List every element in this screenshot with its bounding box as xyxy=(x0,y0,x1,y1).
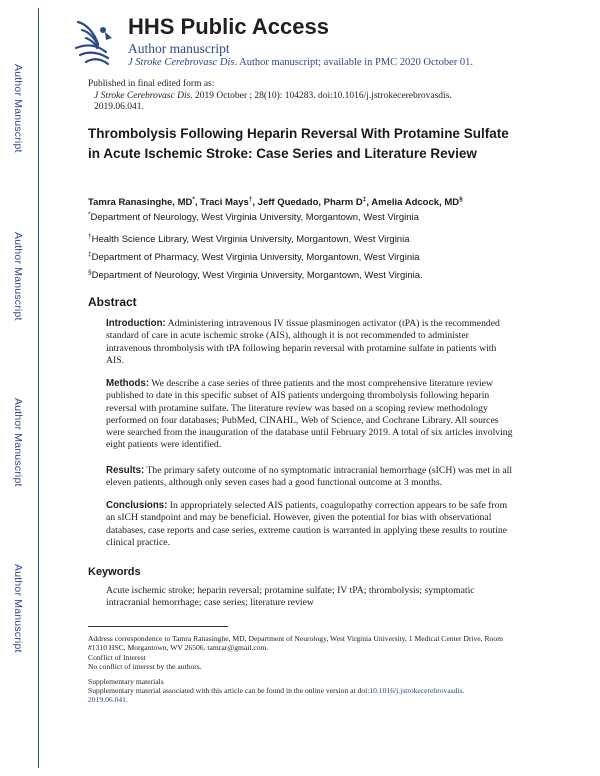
affiliation-text: Department of Neurology, West Virginia University, Morgantown, West Virginia. xyxy=(91,270,423,282)
author-name: Jeff Quedado, Pharm D xyxy=(257,197,363,209)
hhs-public-access-title: HHS Public Access xyxy=(128,14,329,39)
abstract-results xyxy=(106,465,516,490)
abstract-conclusions xyxy=(106,500,516,549)
results-text: The primary safety outcome of no symptomatic intracranial hemorrhage (sICH) was met in all eleven patients, although only seven cases had a good functional outcome at 3 months. xyxy=(106,465,513,489)
author-manuscript-subtitle: Author manuscript xyxy=(128,41,230,56)
affiliation-mark: § xyxy=(88,269,92,276)
conflict-heading: Conflict of Interest xyxy=(88,652,146,662)
introduction-label: Introduction: xyxy=(106,318,166,329)
side-label-author-manuscript: Author Manuscript xyxy=(12,398,24,487)
affiliation xyxy=(88,269,423,281)
affiliation-mark: † xyxy=(88,233,92,240)
abstract-heading: Abstract xyxy=(88,295,137,309)
supplementary-doi-link-end[interactable]: 2019.06.041 xyxy=(88,695,126,705)
author-name: Tamra Ranasinghe, MD xyxy=(88,197,193,209)
hhs-eagle-logo-icon xyxy=(72,10,122,70)
keywords-text: Acute ischemic stroke; heparin reversal; protamine sulfate; IV tPA; thrombolysis; symptomatic intracranial hemorrhage; case series; literature review xyxy=(106,585,475,609)
author-mark: † xyxy=(248,196,253,203)
side-rule xyxy=(38,8,39,768)
author-name: Traci Mays xyxy=(200,197,249,209)
side-label-author-manuscript: Author Manuscript xyxy=(12,64,24,153)
conflict-text: No conflict of interest by the authors. xyxy=(88,662,202,672)
supplementary-text: Supplementary material associated with this article can be found in the online version at doi: xyxy=(88,686,370,696)
journal-availability-line xyxy=(128,57,473,68)
footnote-divider xyxy=(88,626,228,627)
methods-text: We describe a case series of three patients and the most comprehensive literature review published to date in this specific subset of AIS patients undergoing thrombolysis following heparin reversal with protamine sulfate. The literature review was based on a scoping review methodology performed on four databases; PubMed, CINAHL, Web of Science, and Cochrane Library. All sources were searched from the inauguration of the database until February 2019. A total of six articles involving eight patients were identified. xyxy=(106,378,513,451)
abstract-methods xyxy=(106,378,516,452)
supplementary-end: . xyxy=(125,695,128,705)
supplementary-note xyxy=(88,686,508,705)
affiliation-text: Department of Neurology, West Virginia University, Morgantown, West Virginia xyxy=(90,212,419,224)
affiliation xyxy=(88,211,419,223)
affiliation-text: Health Science Library, West Virginia University, Morgantown, West Virginia xyxy=(91,234,410,246)
published-label: Published in final edited form as: xyxy=(88,79,215,89)
author-mark: § xyxy=(459,196,463,203)
keywords-heading: Keywords xyxy=(88,566,141,578)
affiliation xyxy=(88,251,420,263)
supplementary-doi-link[interactable]: 10.1016/j.jstrokecerebrovasdis. xyxy=(369,686,465,696)
author-mark: ‡ xyxy=(362,196,367,203)
side-label-author-manuscript: Author Manuscript xyxy=(12,232,24,321)
affiliation xyxy=(88,233,409,245)
author-name: Amelia Adcock, MD xyxy=(371,197,460,209)
footnotes xyxy=(88,634,508,705)
introduction-text: Administering intravenous IV tissue plasminogen activator (tPA) is the recommended standard of care in acute ischemic stroke (AIS), although it is not recommended to administer intravenous thrombolysis with tPA following heparin reversal with protamine sulfate in patients with AIS. xyxy=(106,318,500,366)
availability-text: . Author manuscript; available in PMC 2020 October 01. xyxy=(234,57,473,68)
publication-info xyxy=(88,79,452,114)
methods-label: Methods: xyxy=(106,378,150,389)
affiliation-text: Department of Pharmacy, West Virginia University, Morgantown, West Virginia xyxy=(91,252,420,264)
conclusions-text: In appropriately selected AIS patients, coagulopathy correction appears to be safe from an sICH standpoint and may be beneficial. However, given the potential for bias with observational databases, case reports and case series, extreme caution is warranted in applying these results to routine clinical practice. xyxy=(106,500,508,548)
affiliation-mark: ‡ xyxy=(88,251,92,258)
journal-name: J Stroke Cerebrovasc Dis xyxy=(128,57,235,68)
side-label-author-manuscript: Author Manuscript xyxy=(12,564,24,653)
author-list: Tamra Ranasinghe, MD*, Traci Mays†, Jeff Quedado, Pharm D‡, Amelia Adcock, MD§ xyxy=(88,196,463,209)
citation-journal: J Stroke Cerebrovasc Dis xyxy=(94,90,191,101)
citation-doi-end: 2019.06.041. xyxy=(94,102,144,112)
affiliation-mark: * xyxy=(88,211,91,218)
conclusions-label: Conclusions: xyxy=(106,500,168,511)
article-title: Thrombolysis Following Heparin Reversal With Protamine Sulfate in Acute Ischemic Stroke: Case Series and Literature Review xyxy=(88,126,509,161)
citation-details: . 2019 October ; 28(10): 104283. doi:10.1016/j.jstrokecerebrovasdis. xyxy=(190,90,452,101)
author-mark: * xyxy=(192,196,195,203)
abstract-introduction xyxy=(106,318,516,367)
citation-line xyxy=(88,91,452,103)
results-label: Results: xyxy=(106,465,145,476)
correspondence-note: Address correspondence to Tamra Ranasinghe, MD, Department of Neurology, West Virginia University, 1 Medical Center Drive, Room #1310 HSC, Morgantown, WV 26506. tamrar@gmail.com. xyxy=(88,634,504,653)
supplementary-heading: Supplementary materials xyxy=(88,676,164,686)
